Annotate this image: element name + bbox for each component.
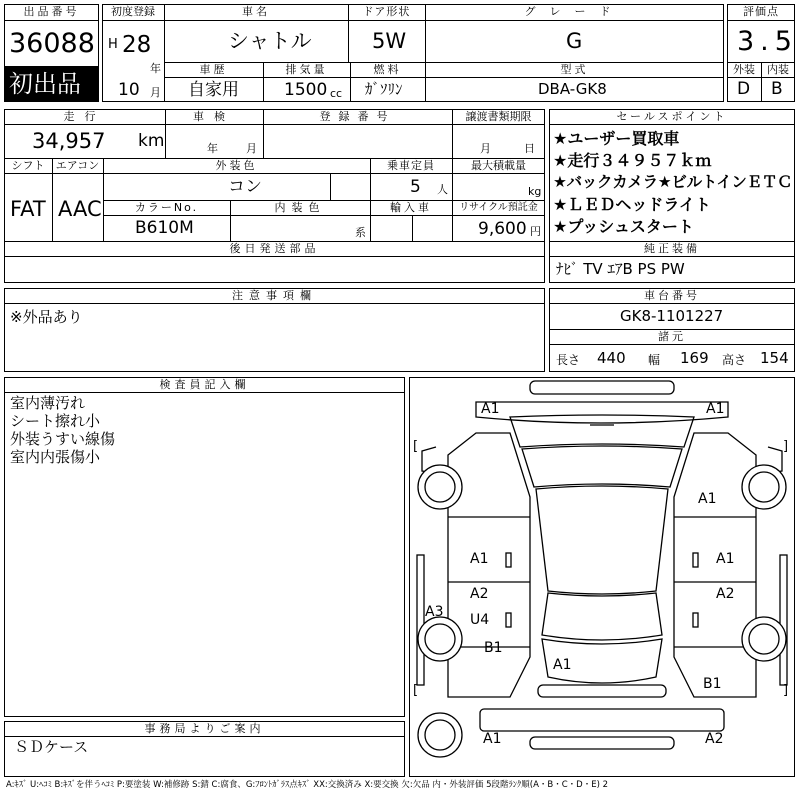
chassis-label: 車台番号 (644, 289, 700, 302)
sales-point: ★バックカメラ★ビルトインＥＴＣ (553, 173, 793, 191)
insp-month: 月 (246, 142, 257, 155)
length-label: 長さ (556, 353, 581, 367)
inspector-label: 検査員記入欄 (159, 378, 250, 391)
transfer-label: 譲渡書類期限 (465, 110, 532, 123)
intcolor-label: 内装色 (274, 201, 326, 214)
equipment: ﾅﾋﾞ TV ｴｱB PS PW (556, 260, 685, 278)
ext-label: 外装 (733, 63, 755, 76)
int-label: 内装 (767, 63, 789, 76)
damage-front-right: A1 (706, 401, 725, 417)
damage-door-left-rear-a: A2 (470, 586, 489, 602)
history-label: 車歴 (199, 63, 228, 76)
year-unit: 年 (150, 62, 161, 75)
office-label: 事務局よりご案内 (144, 722, 265, 735)
displacement: 1500 (284, 80, 328, 100)
damage-sill-left: A3 (425, 604, 444, 620)
equipment-label: 純正装備 (644, 242, 700, 255)
grade-label: グレード (524, 5, 625, 18)
mileage: 34,957 (32, 129, 106, 153)
office-note: ＳＤケース (14, 738, 89, 756)
import-label: 輸入車 (390, 201, 432, 214)
load-unit: kg (528, 185, 542, 198)
damage-quarter-left: B1 (484, 640, 503, 656)
color: コン (228, 177, 262, 197)
damage-quarter-right: B1 (703, 676, 722, 692)
inspector-line: 室内内張傷小 (10, 448, 101, 466)
dims-label: 諸元 (658, 330, 686, 343)
height: 154 (760, 349, 789, 367)
inspector-line: シート擦れ小 (10, 412, 101, 430)
width-label: 幅 (648, 353, 661, 367)
door-type: 5W (372, 29, 407, 53)
sales-point: ★プッシュスタート (553, 217, 694, 236)
lot-number: 36088 (9, 28, 95, 59)
damage-fender-right: A1 (698, 491, 717, 507)
bracket: ] (783, 683, 789, 698)
mileage-unit: km (138, 131, 165, 151)
name-label: 車名 (242, 5, 270, 18)
int-grade: B (771, 79, 783, 99)
fuel: ｶﾞｿﾘﾝ (365, 80, 403, 98)
model-label: 型式 (560, 63, 589, 76)
mileage-label: 走行 (63, 110, 106, 123)
history: 自家用 (188, 80, 239, 100)
sales-point: ★ユーザー買取車 (553, 129, 680, 148)
reg-month: 10 (118, 80, 140, 100)
transfer-day: 日 (524, 142, 535, 155)
ac-label: エアコン (55, 159, 100, 172)
car-name: シャトル (228, 29, 312, 53)
damage-roof: A1 (553, 657, 572, 673)
lot-label: 出品番号 (23, 5, 80, 18)
model: DBA-GK8 (538, 80, 607, 98)
sales-label: セールスポイント (616, 110, 728, 123)
recycle-label: リサイクル預託金 (459, 202, 538, 213)
seats-label: 乗車定員 (387, 159, 435, 172)
bracket: ] (783, 439, 789, 454)
reg-year: 28 (122, 32, 152, 58)
damage-front-left: A1 (481, 401, 500, 417)
width: 169 (680, 349, 709, 367)
damage-door-right-rear: A2 (716, 586, 735, 602)
color-label: 外装色 (215, 159, 258, 172)
transfer-month: 月 (480, 142, 491, 155)
later-label: 後日発送部品 (229, 242, 320, 255)
colorno: B610M (135, 218, 194, 238)
door-label: ドア形状 (362, 5, 411, 18)
recycle-unit: 円 (530, 225, 541, 238)
disp-unit: cc (330, 87, 343, 100)
inspector-line: 室内薄汚れ (10, 394, 86, 412)
seats-unit: 人 (437, 183, 448, 196)
grade: G (566, 29, 583, 53)
bracket: [ (413, 439, 419, 454)
damage-door-right-front: A1 (716, 551, 735, 567)
intcolor-unit: 系 (355, 226, 366, 239)
first-listing-text: 初出品 (9, 70, 81, 98)
load-label: 最大積載量 (471, 159, 526, 172)
fuel-label: 燃料 (373, 63, 402, 76)
era: H (108, 37, 118, 52)
disp-label: 排気量 (285, 63, 328, 76)
score: 3.5 (737, 26, 798, 57)
damage-rear-right: A2 (705, 731, 724, 747)
sales-point: ★ＬＥＤヘッドライト (553, 195, 711, 214)
damage-door-left-rear-u: U4 (470, 612, 490, 628)
length: 440 (597, 349, 626, 367)
ext-grade: D (737, 79, 751, 99)
score-label: 評価点 (743, 5, 779, 18)
plate-label: 登録番号 (319, 110, 396, 123)
notes-label: 注意事項欄 (232, 289, 317, 302)
shift-label: シフト (11, 159, 45, 172)
bracket: [ (413, 683, 419, 698)
seats: 5 (410, 177, 421, 197)
reg-label: 初度登録 (111, 5, 155, 18)
car-diagram (410, 377, 794, 775)
notes: ※外品あり (10, 308, 83, 326)
damage-rear-left: A1 (483, 731, 502, 747)
colorno-label: カラーNo. (134, 201, 199, 214)
month-unit: 月 (150, 86, 161, 99)
chassis-number: GK8-1101227 (620, 307, 724, 325)
shift: FAT (10, 197, 46, 221)
sales-point: ★走行３４９５７ｋｍ (553, 151, 712, 170)
insp-year: 年 (207, 142, 218, 155)
inspection-label: 車検 (193, 110, 235, 123)
inspector-line: 外装うすい線傷 (10, 430, 116, 448)
recycle: 9,600 (478, 219, 527, 239)
aircon: AAC (58, 197, 102, 221)
legend: A:ｷｽﾞ U:ﾍｺﾐ B:ｷｽﾞを伴うﾍｺﾐ P:要塗装 W:補修跡 S:錆 C:腐食、G:ﾌﾛﾝﾄｶﾞﾗｽ点ｷｽﾞ XX:交換済み X:要交換 欠:欠品 内・外装評価 5段階ﾗﾝｸ順(A・B・C・D・E) 2 (6, 780, 609, 790)
damage-door-left-front: A1 (470, 551, 489, 567)
height-label: 高さ (722, 353, 747, 367)
